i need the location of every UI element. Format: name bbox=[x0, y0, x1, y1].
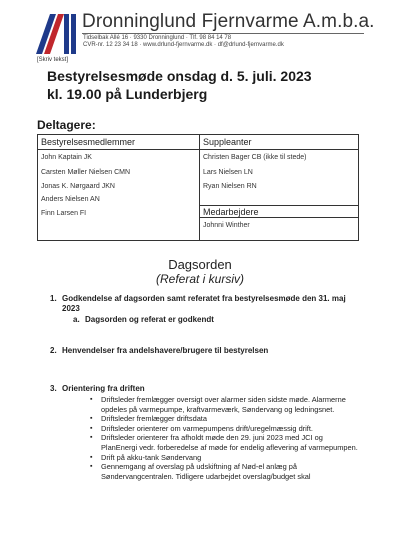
agenda-item-1: Godkendelse af dagsorden samt referatet fra bestyrelsesmøde den 31. maj bbox=[62, 294, 346, 303]
substitute: Christen Bager CB (ikke til stede) bbox=[203, 154, 307, 161]
agenda-item-number: 2. bbox=[50, 346, 57, 355]
placeholder-text: [Skriv tekst] bbox=[37, 57, 69, 63]
board-member: Jonas K. Nørgaard JKN bbox=[41, 183, 115, 190]
board-member: Carsten Møller Nielsen CMN bbox=[41, 169, 131, 176]
bullet-item: ▪ Driftsleder orienterer fra afholdt møde den 29. juni 2023 med JCI og PlanEnergi vedr. forberedelse af møde for endelig aflevering af varmepumpen. bbox=[90, 433, 358, 452]
company-address: Tidselbak Allé 16 · 9330 Dronninglund · Tlf. 98 84 14 78 bbox=[83, 35, 232, 41]
company-logo bbox=[36, 14, 76, 54]
header-divider bbox=[82, 33, 364, 34]
staff-header: Medarbejdere bbox=[203, 207, 259, 217]
agenda-item-1-cont: 2023 bbox=[62, 304, 80, 313]
board-member: Finn Larsen FI bbox=[41, 210, 87, 217]
agenda-item-number: 1. bbox=[50, 294, 57, 303]
agenda-item-3: Orientering fra driften bbox=[62, 384, 145, 393]
agenda-item-3-bullets bbox=[90, 395, 358, 481]
agenda-subtitle: (Referat i kursiv) bbox=[155, 272, 244, 286]
staff-member: Johnni Winther bbox=[203, 222, 250, 229]
agenda-item-number: 3. bbox=[50, 384, 57, 393]
participants-heading: Deltagere: bbox=[37, 118, 96, 132]
board-header: Bestyrelsesmedlemmer bbox=[41, 137, 136, 147]
agenda-subitem-1a: Dagsorden og referat er godkendt bbox=[85, 315, 214, 324]
board-member: Anders Nielsen AN bbox=[41, 196, 100, 203]
company-contact: CVR-nr. 12 23 34 18 · www.drlund-fjernvarme.dk · df@drlund-fjernvarme.dk bbox=[83, 42, 284, 48]
bullet-item: ▪ Gennemgang af overslag på udskiftning af Nød-el anlæg på Søndervangcentralen. Tidligere udarbejdet overslag/budget skal bbox=[90, 462, 358, 481]
agenda-item-2: Henvendelser fra andelshavere/brugere til bestyrelsen bbox=[62, 346, 269, 355]
company-name: Dronninglund Fjernvarme A.m.b.a. bbox=[82, 11, 375, 32]
substitute: Lars Nielsen LN bbox=[203, 169, 253, 176]
meeting-time-place: kl. 19.00 på Lunderbjerg bbox=[47, 86, 208, 102]
meeting-title: Bestyrelsesmøde onsdag d. 5. juli. 2023 bbox=[47, 68, 312, 84]
substitute: Ryan Nielsen RN bbox=[203, 183, 257, 190]
bullet-item: ▪ Drift på akku-tank Søndervang bbox=[90, 453, 358, 463]
substitutes-header: Suppleanter bbox=[203, 137, 252, 147]
board-member: John Kaptain JK bbox=[41, 154, 92, 161]
bullet-item: ▪ Driftsleder fremlægger oversigt over alarmer siden sidste møde. Alarmerne opdeles på varmepumpe, kraftvarmeværk, Søndervang og ledningsnet. bbox=[90, 395, 358, 414]
bullet-item: ▪ Driftsleder orienterer om varmepumpens drift/uregelmæssig drift. bbox=[90, 424, 358, 434]
agenda-subitem-letter: a. bbox=[73, 315, 80, 324]
bullet-item: ▪ Driftsleder fremlægger driftsdata bbox=[90, 414, 358, 424]
participants-table bbox=[37, 134, 359, 241]
agenda-title: Dagsorden bbox=[168, 257, 232, 272]
